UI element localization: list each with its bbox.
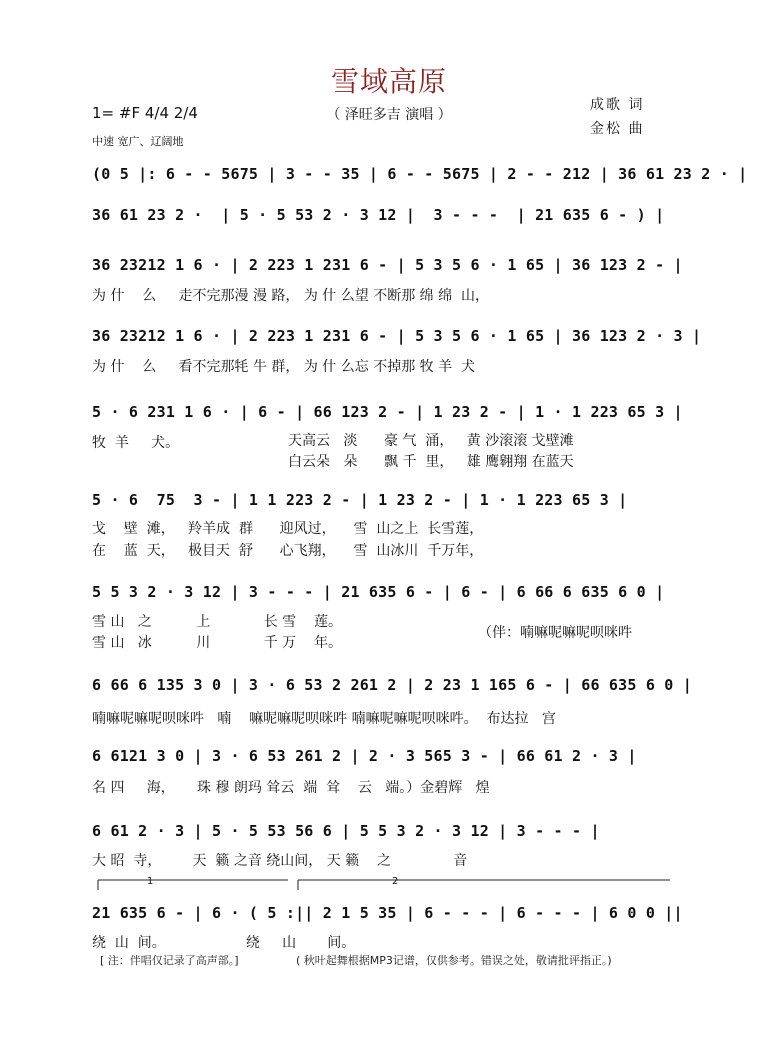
score-row: 5 · 6 75 3 - | 1 1 223 2 - | 1 23 2 - | 1 · 1 223 65 3 |	[92, 491, 628, 509]
lyric-line: 戈 壁 滩， 羚羊成 群 迎风过， 雪 山之上 长雪莲，	[92, 521, 484, 537]
song-title: 雪域高原	[330, 65, 447, 98]
lyric-line: （伴：喃嘛呢嘛呢呗咪吽	[478, 625, 632, 641]
score-row: 21 635 6 - | 6 · ( 5 :|| 2 1 5 35 | 6 - - - | 6 - - - | 6 0 0 ||	[92, 904, 683, 922]
lyric-line: 雪 山 之 上 长 雪 莲。	[92, 614, 342, 630]
score-row: 6 66 6 135 3 0 | 3 · 6 53 2 261 2 | 2 23 1 165 6 - | 66 635 6 0 |	[92, 676, 692, 694]
lyric-line: 绕 山 间。 绕 山 间。	[92, 935, 356, 951]
lyricist-credit: 成歌 词	[590, 97, 645, 113]
footnote-right: ( 秋叶起舞根据MP3记谱，仅供参考。错误之处，敬请批评指正。)	[296, 954, 612, 967]
lyric-line: 雪 山 冰 川 千 万 年。	[92, 635, 342, 651]
composer-credit: 金松 曲	[590, 121, 645, 137]
score-row: (0 5 |: 6 - - 5675 | 3 - - 35 | 6 - - 5675 | 2 - - 212 | 36 61 23 2 · |	[92, 165, 748, 183]
lyric-line: 名 四 海， 珠 穆 朗玛 耸云 端 耸 云 端。）金碧辉 煌	[92, 780, 490, 796]
lyric-line: 大 昭 寺， 天 籁 之音 绕山间， 天 籁 之 音	[92, 853, 468, 869]
tempo-marking: 中速 宽广、辽阔地	[92, 135, 184, 148]
lyric-line: 白云朵 朵 飘 千 里， 雄 鹰翱翔 在蓝天	[288, 454, 574, 470]
lyric-line: 牧 羊 犬。	[92, 435, 180, 451]
performer-line: （ 泽旺多吉 演唱 ）	[326, 107, 452, 123]
lyric-line: 为 什 么 走不完那漫 漫 路， 为 什 么望 不断那 绵 绵 山，	[92, 288, 490, 304]
score-row: 5 · 6 231 1 6 · | 6 - | 66 123 2 - | 1 23 2 - | 1 · 1 223 65 3 |	[92, 403, 683, 421]
volta-2-label: 2	[392, 876, 399, 887]
lyric-line: 在 蓝 天， 极目天 舒 心飞翔， 雪 山冰川 千万年，	[92, 543, 484, 559]
score-row: 36 61 23 2 · | 5 · 5 53 2 · 3 12 | 3 - - - | 21 635 6 - ) |	[92, 206, 665, 224]
score-row: 6 61 2 · 3 | 5 · 5 53 56 6 | 5 5 3 2 · 3 12 | 3 - - - |	[92, 822, 600, 840]
score-row: 6 6121 3 0 | 3 · 6 53 261 2 | 2 · 3 565 3 - | 66 61 2 · 3 |	[92, 747, 637, 765]
footnote-left: [ 注：伴唱仅记录了高声部。]	[100, 954, 239, 967]
score-row: 5 5 3 2 · 3 12 | 3 - - - | 21 635 6 - | 6 - | 6 66 6 635 6 0 |	[92, 583, 665, 601]
lyric-line: 喃嘛呢嘛呢呗咪吽 喃 嘛呢嘛呢呗咪吽 喃嘛呢嘛呢呗咪吽。 布达拉 宫	[92, 711, 556, 727]
lyric-line: 为 什 么 看不完那牦 牛 群， 为 什 么忘 不掉那 牧 羊 犬	[92, 359, 476, 375]
key-signature: 1= #F 4/4 2/4	[92, 104, 198, 122]
volta-1-label: 1	[147, 876, 154, 887]
score-row: 36 23212 1 6 · | 2 223 1 231 6 - | 5 3 5 6 · 1 65 | 36 123 2 · 3 |	[92, 327, 702, 345]
score-row: 36 23212 1 6 · | 2 223 1 231 6 - | 5 3 5 6 · 1 65 | 36 123 2 - |	[92, 256, 683, 274]
lyric-line: 天高云 淡 豪 气 涌， 黄 沙滚滚 戈壁滩	[288, 433, 574, 449]
